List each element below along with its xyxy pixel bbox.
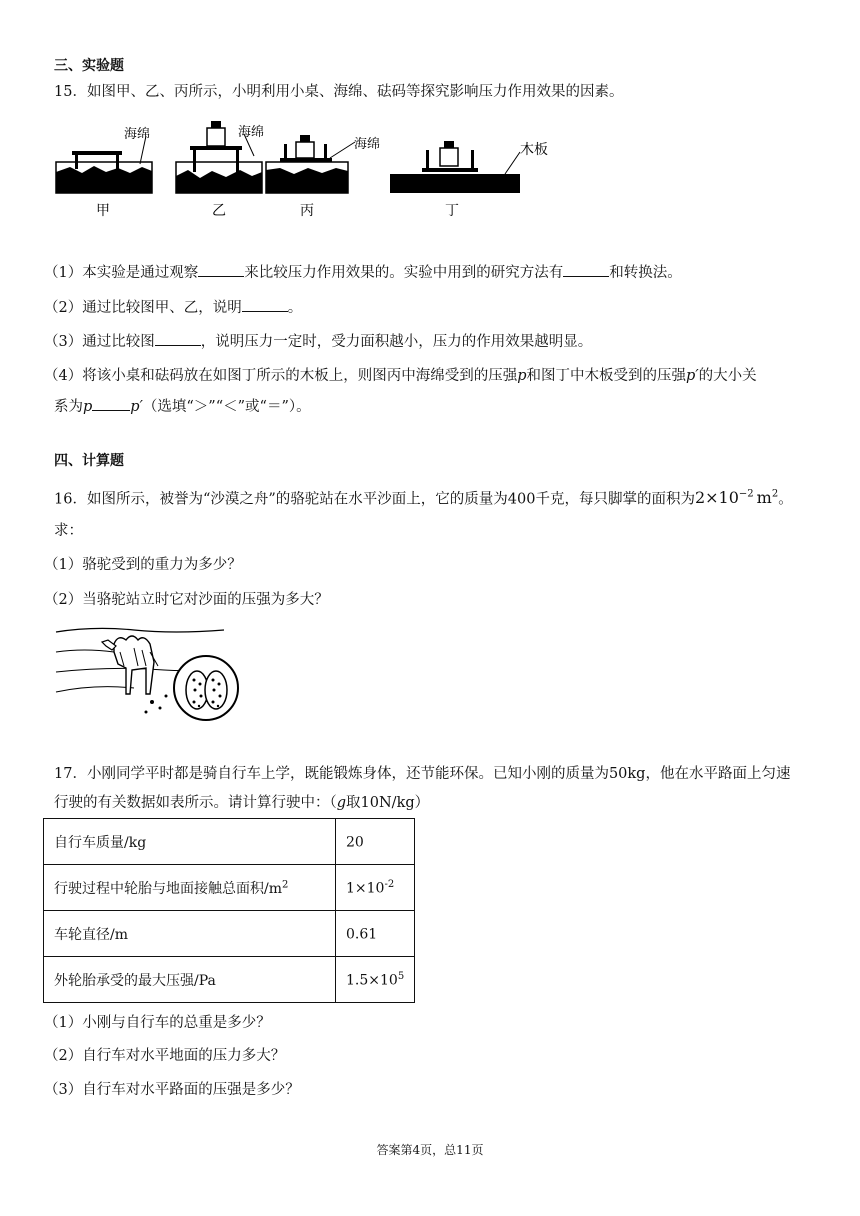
q15-part1-text-a: （1）本实验是通过观察 [44,265,199,281]
section-heading-calculation: 四、计算题 [54,453,124,469]
camel-illustration [54,622,244,722]
q15-part3-text-b: ，说明压力一定时，受力面积越小，压力的作用效果越明显。 [200,334,593,350]
var-p-prime: p′ [130,399,143,415]
sponge-label-1: 海绵 [124,127,151,142]
row-value: 0.61 [346,926,378,943]
answer-blank[interactable] [92,396,130,411]
q16-ask: 求： [54,523,83,539]
q17-stem-line2 [54,793,429,813]
q15-part1 [44,262,682,283]
q16-stem-end: 。 [778,491,793,508]
q15-part1-text-c: 和转换法。 [609,265,682,281]
bicycle-data-table [43,818,415,1003]
q15-part4-text-e: （选填“＞”“＜”或“＝”）。 [142,399,311,415]
row-value: 1.5×10 [346,972,398,989]
row-label: 行驶过程中轮胎与地面接触总面积/m [54,880,282,897]
caption-ding: 丁 [445,203,459,219]
sponge-label-2: 海绵 [238,125,265,140]
var-p-prime: p′ [686,368,699,384]
row-label: 车轮直径/m [54,926,128,943]
row-label: 自行车质量/kg [54,834,147,851]
answer-blank[interactable] [563,262,609,277]
area-exp: −2 [738,489,754,500]
area-coef: 2 [694,488,706,508]
q17-stem-text-b: 取10N/kg） [346,795,430,811]
caption-yi: 乙 [212,203,226,219]
row-value-sup: 5 [397,970,405,982]
var-p: p [83,399,93,415]
table-row [44,957,415,1003]
row-label: 外轮胎承受的最大压强/Pa [54,972,216,989]
q15-part4-text-b: 和图丁中木板受到的压强 [526,368,687,384]
q15-part4-text-d: 系为 [54,399,83,415]
q15-part2-text-b: 。 [287,300,303,316]
q15-experiment-figure [50,116,560,220]
q15-part2-text-a: （2）通过比较图甲、乙，说明 [44,300,242,316]
table-cell-label [44,957,336,1003]
table-cell-value [336,957,415,1003]
q17-stem-line1: 17．小刚同学平时都是骑自行车上学，既能锻炼身体，还节能环保。已知小刚的质量为50kg，他在水平路面上匀速 [54,766,791,782]
q16-stem-text: 16．如图所示，被誉为“沙漠之舟”的骆驼站在水平沙面上，它的质量为400千克，每只脚掌的面积为 [54,491,695,508]
q16-stem [54,485,793,509]
row-label-sup: 2 [282,878,289,890]
table-cell-label [44,865,336,911]
answer-blank[interactable] [155,331,201,346]
row-value-sup: -2 [384,878,395,890]
var-p: p [517,368,527,384]
area-unit: m [756,488,772,508]
page-footer: 答案第4页，总11页 [376,1143,484,1157]
board-label: 木板 [520,142,548,158]
row-value: 20 [346,834,364,851]
q16-sub2: （2）当骆驼站立时它对沙面的压强为多大？ [44,592,329,608]
q15-stem: 15．如图甲、乙、丙所示，小明利用小桌、海绵、砝码等探究影响压力作用效果的因素。 [54,84,624,100]
q17-sub3: （3）自行车对水平路面的压强是多少？ [44,1082,300,1098]
table-cell-value [336,819,415,865]
area-unit-exp: 2 [771,489,779,500]
area-times: × [705,488,719,508]
q15-part1-text-b: 来比较压力作用效果的。实验中用到的研究方法有 [244,265,564,281]
table-row [44,865,415,911]
q15-part4-line2 [54,396,311,417]
table-row [44,911,415,957]
table-cell-value [336,865,415,911]
q15-part4-line1 [44,366,757,386]
sponge-label-3: 海绵 [354,137,381,152]
caption-bing: 丙 [300,203,314,219]
figure-bing [266,135,380,219]
q17-sub1: （1）小刚与自行车的总重是多少？ [44,1015,271,1031]
section-heading-experiment: 三、实验题 [54,58,124,74]
table-cell-label [44,819,336,865]
table-cell-value [336,911,415,957]
q15-part4-text-c: 的大小关 [698,368,757,384]
row-value: 1×10 [346,880,385,897]
figure-jia [56,127,152,219]
figure-yi [176,121,264,219]
q15-part3 [44,331,592,352]
table-cell-label [44,911,336,957]
var-g: g [336,795,347,811]
area-base: 10 [718,488,739,508]
q17-stem-text-a: 行驶的有关数据如表所示。请计算行驶中：（ [54,795,337,811]
q17-sub2: （2）自行车对水平地面的压力多大？ [44,1048,286,1064]
caption-jia: 甲 [96,203,110,219]
table-row [44,819,415,865]
answer-blank[interactable] [198,262,244,277]
q16-sub1: （1）骆驼受到的重力为多少？ [44,557,242,573]
figure-ding [390,141,548,219]
answer-blank[interactable] [242,297,288,312]
q15-part2 [44,297,302,318]
q15-part4-text-a: （4）将该小桌和砝码放在如图丁所示的木板上，则图丙中海绵受到的压强 [44,368,518,384]
area-expression [695,488,778,507]
q15-part3-text-a: （3）通过比较图 [44,334,155,350]
